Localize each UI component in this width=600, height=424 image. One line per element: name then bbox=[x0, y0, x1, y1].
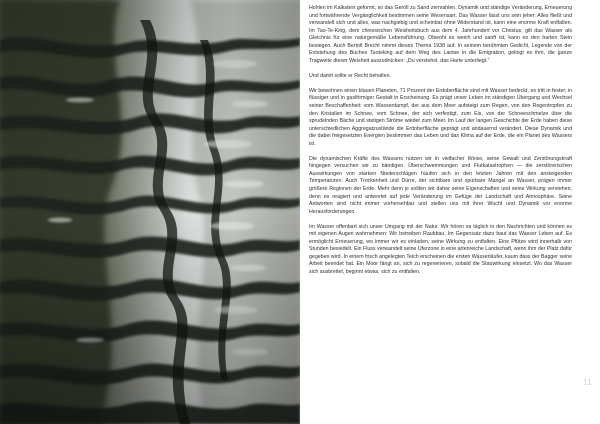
paragraph: Wir bewohnen einen blauen Planeten, 71 Prozent der Erdoberfläche sind mit Wasser bedeckt, es tritt in fester, in flüssiger und in gasförmiger Gestalt in Erscheinung. Es prägt unser Leben im ständigen Übergang und Wechsel seiner Beschaffenheit: vom Wasserdampf, der aus dem Meer aufsteigt zum Regen, von den Regentropfen zu den Kristallen im Schnee, vom Schnee, der sich verfestigt, zum Eis, von der Schneeschmelze über die sprudelnden Bäche und stetigen Ströme wieder zum Meer. Im Lauf der langen Geschichte der Erde haben diese unterschiedlichen Aggregatzustände die Erdoberfläche geprägt und andauernd verändert. Diese Dynamik und die dabei freigesetzten Energien bestimmen das Leben und das Klima auf der Erde, die ein Planet des Wassers ist. bbox=[309, 87, 572, 147]
paragraph: Hohlen im Kalkstein geformt, so das Geröll zu Sand zermahlen. Dynamik und ständige Veränderung, Erneuerung und fortwährende Vergänglichkeit bestimmen seine Wesensart. Das Wasser lässt uns sein jeher: Alles fließt und verwandelt sich und alles, was nachgiebig und scheinbar ohne Widerstand ist, kann eine enorme Kraft entfalten. Im Tao-Te-King, dem chinesischen Weisheitsbuch aus dem 4. Jahrhundert vor Christus, gilt das Wasser als Gleichnis für eine naturgemäße Lebensführung. Obwohl es weich und sanft ist, kann es den harten Stein besiegen. Auch Bertolt Brecht nimmt dieses Thema 1938 auf. In seinem berühmten Gedicht, Legende von der Entstehung des Buches Taoteking auf dem Weg des Laotse in die Emigration, gelingt es ihm, die ganze Tragweite dieser Weisheit auszudrücken: „Du verstehst, das Harte unterliegt.“ bbox=[309, 5, 572, 64]
paragraph: Die dynamischen Kräfte des Wassers nutzen wir in vielfacher Weise, seine Gewalt und Zerstörungskraft hingegen versuchen wir zu bändigen. Überschwemmungen und Flutkatastrophen — die zerstörerischen Auswirkungen von starken Niederschlägen häufen sich in den letzten Jahren mit den ansteigenden Temperaturen. Auch Trockenheit und Dürre, der sichtbare und spürbare Mangel an Wasser, prägen immer größere Regionen der Erde. Mehr denn je sollten wir daher seine Eigenschaften und seine Wirkung verstehen, denn es reagiert und antwortet auf jede Veränderung im Gefüge der Landschaft und Atmosphäre. Seine Antworten sind nicht immer vorhersehbar und stellen uns mit ihrer Wucht und Dynamik vor enorme Herausforderungen. bbox=[309, 155, 572, 215]
body-text bbox=[309, 5, 572, 284]
paragraph: Im Wasser offenbart sich unser Umgang mit der Natur. Wir hören es täglich in den Nachrichten und können es mit eigenen Augen wahrnehmen: Wir betreiben Raubbau. Im Gegensatz dazu baut das Wasser Leben auf. Es ermöglicht Erneuerung, wo immer wir es einladen, seine Wirkung zu entfalten. Eine Pfütze wird innerhalb von Stunden besiedelt. Ein Fluss verwandelt seine Uferzone in eine artenreiche Landschaft, wenn ihm der Platz dafür gegeben wird. In einem frisch angelegten Teich erscheinen die ersten Wasserläufer, kaum dass der Bagger seine Arbeit beendet hat. Ein Moor fängt an, sich zu regenerieren, sobald die Stauwirkung einsetzt. Wo das Wasser sich ausbreitet, beginnt etwas, sich zu entfalten. bbox=[309, 223, 572, 275]
page-number: 11 bbox=[583, 378, 593, 387]
text-page bbox=[300, 0, 600, 424]
paragraph: Und damit sollte er Recht behalten. bbox=[309, 72, 392, 79]
